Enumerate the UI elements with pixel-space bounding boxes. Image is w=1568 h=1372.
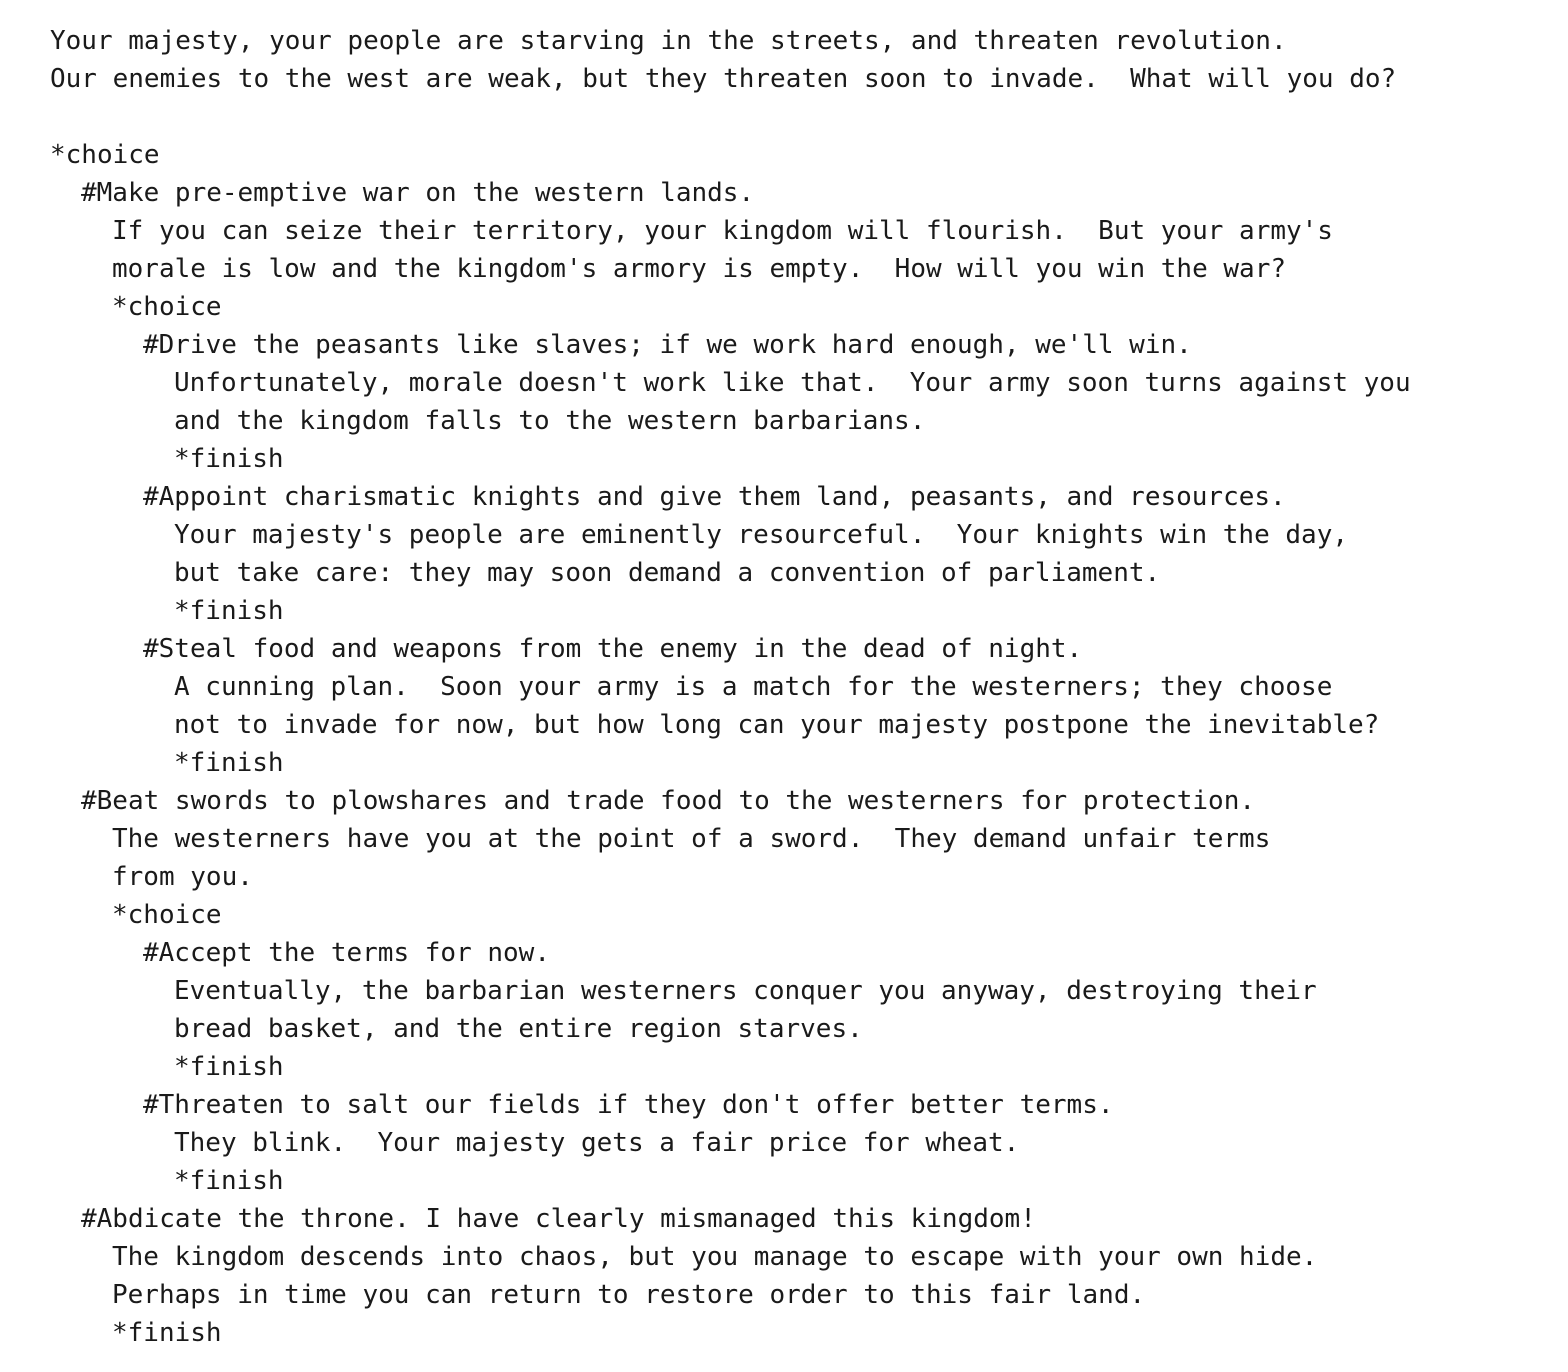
text-line: *choice — [112, 292, 222, 322]
text-line: Your majesty's people are eminently resourceful. Your knights win the day, — [174, 520, 1348, 550]
text-line: #Threaten to salt our fields if they don't offer better terms. — [143, 1090, 1114, 1120]
text-line: #Appoint charismatic knights and give them land, peasants, and resources. — [143, 482, 1286, 512]
text-line: Perhaps in time you can return to restore order to this fair land. — [112, 1280, 1146, 1310]
text-line: from you. — [112, 862, 253, 892]
text-line: The kingdom descends into chaos, but you manage to escape with your own hide. — [112, 1242, 1318, 1272]
text-line: If you can seize their territory, your kingdom will flourish. But your army's — [112, 216, 1333, 246]
text-line: but take care: they may soon demand a convention of parliament. — [174, 558, 1161, 588]
text-line: #Make pre-emptive war on the western lands. — [81, 178, 755, 208]
text-line: #Accept the terms for now. — [143, 938, 550, 968]
text-line: #Beat swords to plowshares and trade food to the westerners for protection. — [81, 786, 1255, 816]
text-line: #Steal food and weapons from the enemy in the dead of night. — [143, 634, 1083, 664]
text-line: *finish — [174, 748, 284, 778]
text-line: *finish — [174, 444, 284, 474]
text-line: *choice — [50, 140, 160, 170]
blank-line — [50, 98, 1411, 136]
text-line: Unfortunately, morale doesn't work like that. Your army soon turns against you — [174, 368, 1411, 398]
text-line: Eventually, the barbarian westerners conquer you anyway, destroying their — [174, 976, 1317, 1006]
text-line: #Drive the peasants like slaves; if we work hard enough, we'll win. — [143, 330, 1192, 360]
text-line: bread basket, and the entire region starves. — [174, 1014, 863, 1044]
text-line: and the kingdom falls to the western barbarians. — [174, 406, 926, 436]
text-line: Our enemies to the west are weak, but they threaten soon to invade. What will you do? — [50, 64, 1397, 94]
text-line: #Abdicate the throne. I have clearly mismanaged this kingdom! — [81, 1204, 1036, 1234]
text-line: The westerners have you at the point of a sword. They demand unfair terms — [112, 824, 1271, 854]
text-line: morale is low and the kingdom's armory is empty. How will you win the war? — [112, 254, 1286, 284]
text-line: *finish — [174, 596, 284, 626]
text-line: A cunning plan. Soon your army is a match for the westerners; they choose — [174, 672, 1333, 702]
text-line: *finish — [174, 1166, 284, 1196]
text-line: They blink. Your majesty gets a fair price for wheat. — [174, 1128, 1020, 1158]
text-line: Your majesty, your people are starving in the streets, and threaten revolution. — [50, 26, 1287, 56]
text-line: *choice — [112, 900, 222, 930]
code-listing — [50, 22, 1411, 1352]
text-line: *finish — [174, 1052, 284, 1082]
text-line: *finish — [112, 1318, 222, 1348]
text-line: not to invade for now, but how long can your majesty postpone the inevitable? — [174, 710, 1380, 740]
